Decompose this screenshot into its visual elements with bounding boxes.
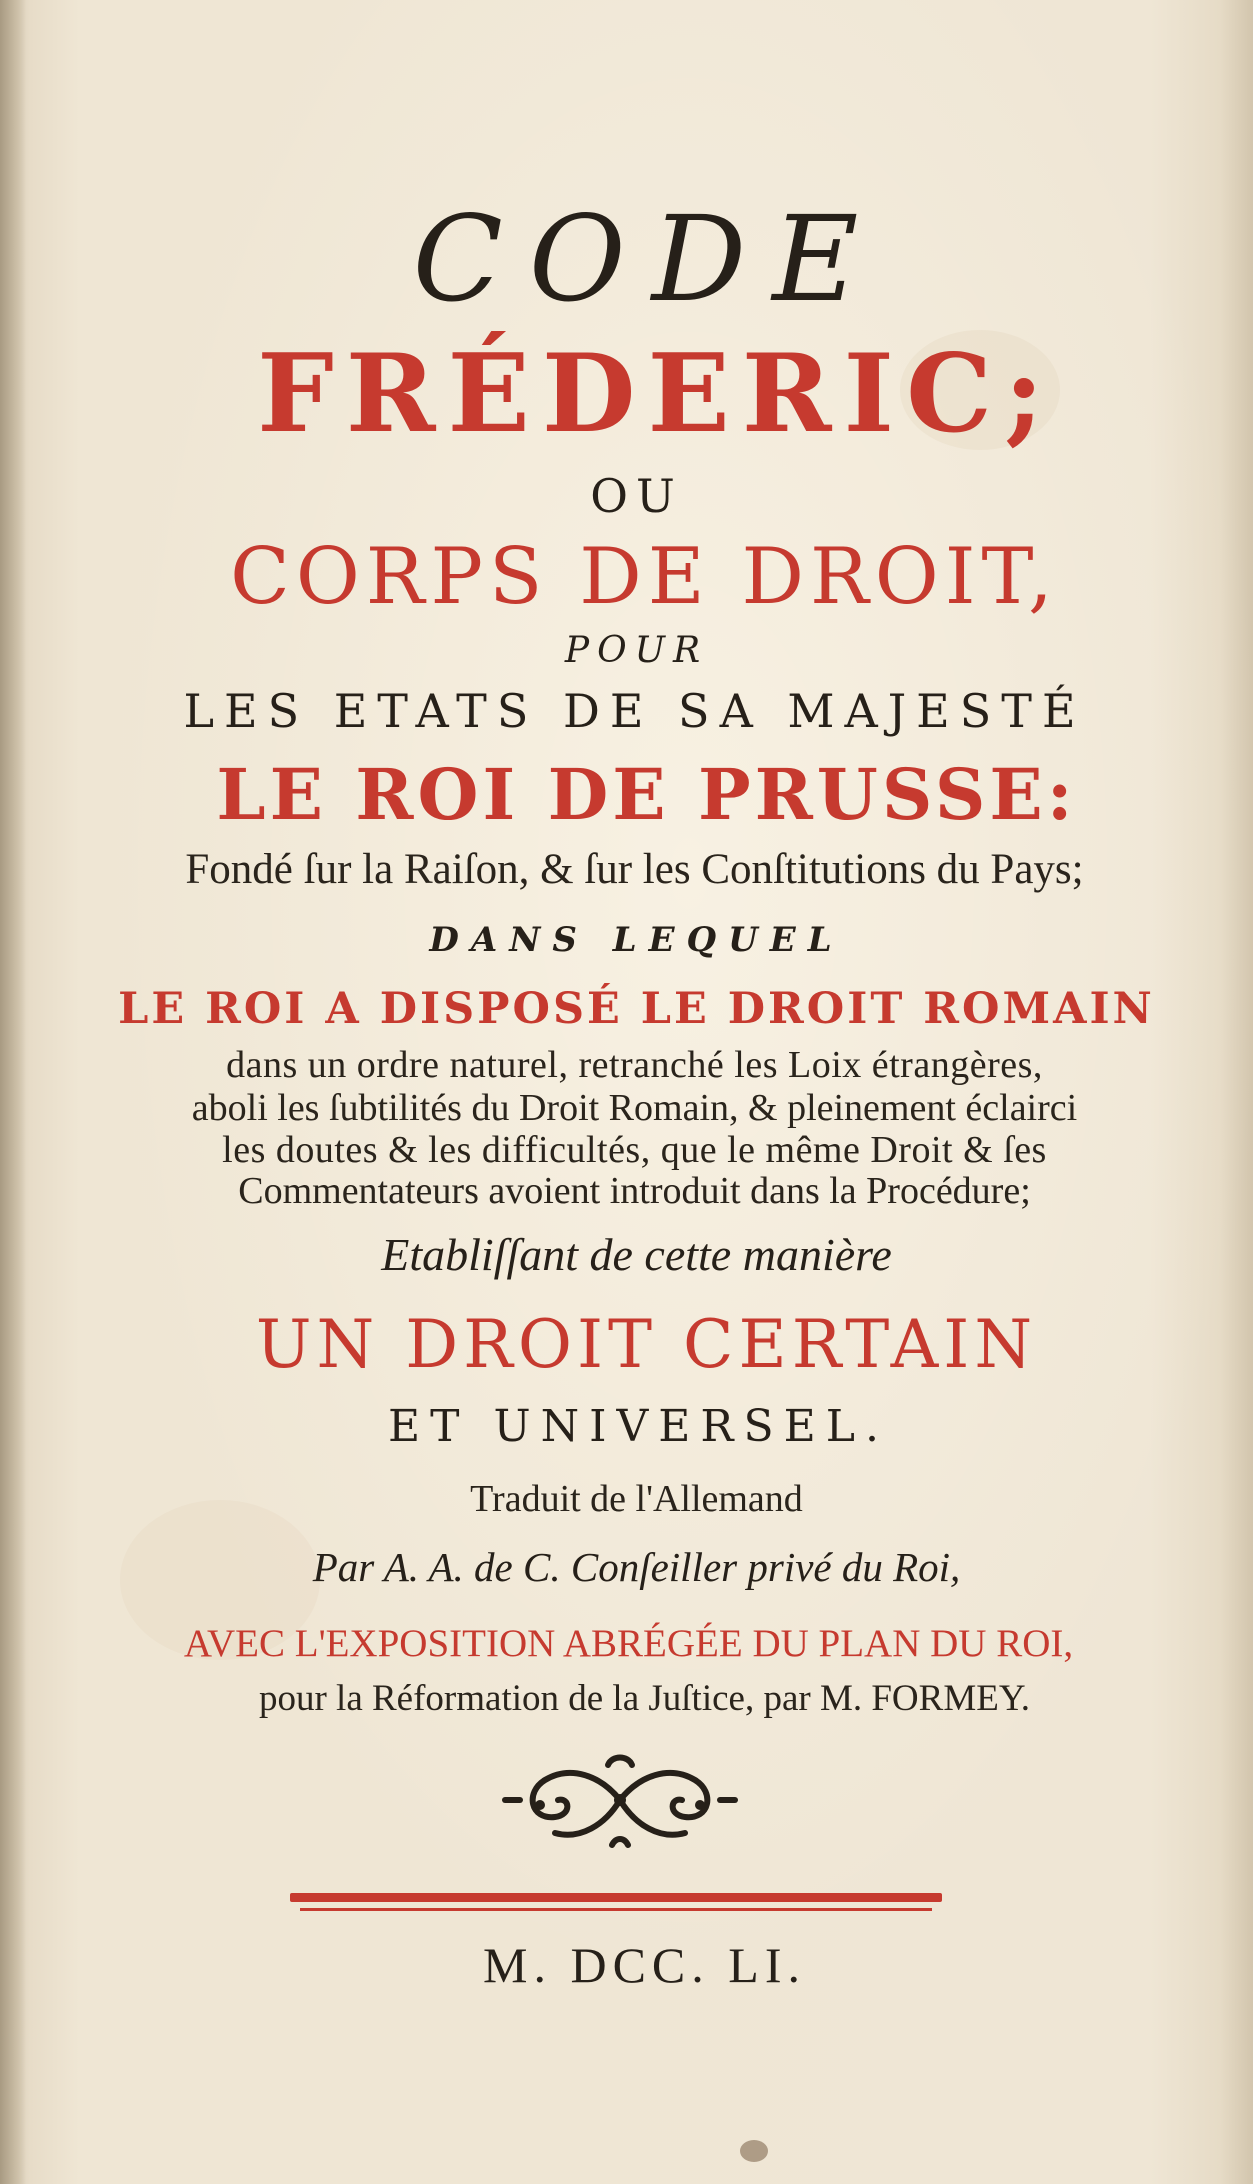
text-les-doutes: les doutes & les difficultés, que le même Droit & ſes <box>222 1129 1047 1171</box>
title-frederic: FRÉDERIC; <box>257 331 1056 457</box>
text-etablissant: Etabliſſant de cette manière <box>381 1229 892 1280</box>
paper-stain <box>740 2140 768 2162</box>
text-aboli-les-subtilites: aboli les ſubtilités du Droit Romain, & pleinement éclairci <box>191 1087 1078 1129</box>
text-traduit-de-l-allemand: Traduit de l'Allemand <box>470 1478 803 1520</box>
text-ordre-naturel: dans un ordre naturel, retranché les Loix étrangères, <box>226 1044 1043 1086</box>
text-reformation-de-la-justice: pour la Réformation de la Juſtice, par M. FORMEY. <box>258 1678 1031 1719</box>
text-par-conseiller-prive: Par A. A. de C. Conſeiller privé du Roi, <box>312 1544 961 1590</box>
red-rule-thick <box>290 1893 942 1902</box>
title-corps-de-droit: CORPS DE DROIT, <box>230 532 1059 622</box>
title-et-universel: ET UNIVERSEL. <box>388 1401 889 1452</box>
red-rule-thin <box>300 1908 932 1911</box>
title-les-etats: LES ETATS DE SA MAJESTÉ <box>183 684 1086 738</box>
title-ou: OU <box>590 469 683 523</box>
title-un-droit-certain: UN DROIT CERTAIN <box>255 1306 1038 1383</box>
text-fonde-sur-la-raison: Fondé ſur la Raiſon, & ſur les Conſtitutions du Pays; <box>185 846 1084 893</box>
title-pour: POUR <box>564 630 709 671</box>
title-le-roi-de-prusse: LE ROI DE PRUSSE: <box>216 753 1077 836</box>
title-code: CODE <box>412 190 885 328</box>
title-le-roi-a-dispose: LE ROI A DISPOSÉ LE DROIT ROMAIN <box>118 984 1155 1034</box>
title-dans-lequel: DANS LEQUEL <box>429 920 844 960</box>
imprint-date: M. DCC. LI. <box>483 1937 806 1993</box>
text-commentateurs: Commentateurs avoient introduit dans la Procédure; <box>238 1170 1031 1212</box>
printer-fleuron-icon <box>500 1745 740 1855</box>
text-avec-l-exposition: AVEC L'EXPOSITION ABRÉGÉE DU PLAN DU ROI, <box>183 1622 1074 1665</box>
